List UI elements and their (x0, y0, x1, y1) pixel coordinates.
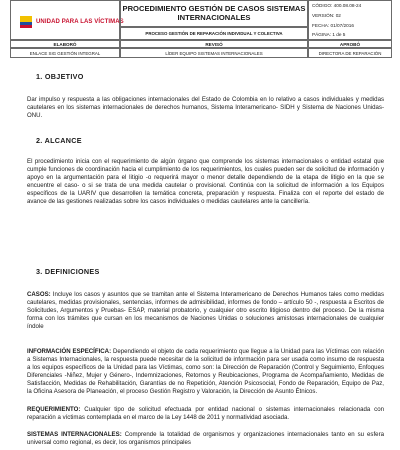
aprobo-header (308, 40, 392, 48)
pagina: PÁGINA: 1 de 5 (312, 32, 346, 37)
elaboro-label: ELABORÓ (53, 41, 77, 47)
elaboro-value: ENLACE SIG GESTIÓN INTEGRAL (29, 51, 101, 56)
definition-text: Dependiendo el objeto de cada requerimiento que llegue a la Unidad para las Víctimas con relación a Sistemas Internacionales, la respuesta puede necesitar de la solicitud de información para ser usada como insumo de respuesta a los equipos específicos de la Unidad para las Víctimas, como son: la Dirección de Reparación (Control y Seguimiento, Enfoques Diferenciales -Niñez, Mujer y Género-, Indemnizaciones, Retornos y Reubicaciones, Programa de Acompañamiento, Medidas de Satisfacción, Medidas de Rehabilitación, Garantías de no Repetición, Atención Psicosocial, Fondo de Reparación, Equipo de Paz, la Oficina Asesora de Planeación, el proceso Gestión Registro y Valoración, la Dirección de Asunto Étnicos. (27, 348, 384, 395)
definition-sistemas-internacionales (27, 431, 384, 447)
definition-text: Comprende la totalidad de organismos y organizaciones internacionales tanto en su esfera universal como regional, es decir, los organismos principales (27, 431, 384, 446)
reviso-value-cell (120, 48, 308, 58)
aprobo-label: APROBÓ (339, 41, 361, 47)
definition-term: REQUERIMIENTO: (27, 406, 81, 413)
subtitle-cell (120, 27, 308, 40)
logo-cell (10, 0, 124, 40)
section-alcance-title: 2. ALCANCE (36, 136, 82, 145)
logo (19, 15, 124, 29)
section-definiciones-title: 3. DEFINICIONES (36, 267, 100, 276)
section-alcance-text: El procedimiento inicia con el requerimiento de algún órgano que comprende los sistemas internacionales o entidad estatal que cumple funciones de coordinación hacia el cumplimiento de los requerimientos, los cuales pueden ser de solicitud de información y apoyo en la argumentación para el litigio -o requerirá mayor o menor detalle dependiendo de la etapa de litigio en la que se encuentre el caso- o si se trata de una medida cautelar o provisional. Continúa con la solicitud de información a los Equipos específicos de la UARIV que desarrollen la temática concreta, preparación y respuesta. Finaliza con el reporte del estado de avance de las gestiones realizadas sobre los casos individuales o medidas cautelares ante la cancillería. (27, 158, 384, 205)
definition-informacion-especifica (27, 348, 384, 396)
logo-text: UNIDAD PARA LAS VÍCTIMAS (36, 19, 124, 25)
definition-text: Cualquier tipo de solicitud efectuada por entidad nacional o sistemas internacionales relacionada con reparación a víctimas contemplada en el marco de la Ley 1448 de 2011 y normatividad asociada. (27, 406, 384, 421)
codigo: CÓDIGO: 400.08.08-24 (312, 3, 362, 8)
reviso-value: LÍDER EQUIPO SISTEMAS INTERNACIONALES (165, 51, 263, 56)
elaboro-value-cell (10, 48, 120, 58)
definition-requerimiento (27, 406, 384, 422)
aprobo-value: DIRECTORA DE REPARACIÓN (318, 51, 382, 56)
title-cell (120, 0, 308, 27)
section-objetivo-title: 1. OBJETIVO (36, 72, 84, 81)
version: VERSIÓN: 02 (312, 13, 341, 18)
aprobo-value-cell (308, 48, 392, 58)
definition-text: Incluye los casos y asuntos que se tramitan ante el Sistema Interamericano de Derechos Humanos tales como medidas cautelares, medidas provisionales, sentencias, informes de admisibilidad, informes de fondo – artículo 50 -, respuesta a Escritos de Solicitudes, Argumentos y Pruebas- ESAP, material probatorio, y cualquier otro escrito litigioso dentro del proceso. De la misma forma con los trámites que cursan en los mecanismos de Naciones Unidas o soluciones amistosas internacionales de cualquier índole (27, 291, 384, 330)
definition-term: CASOS: (27, 291, 51, 298)
meta-cell (308, 0, 392, 40)
definition-term: INFORMACIÓN ESPECÍFICA: (27, 348, 112, 355)
colombia-flag-logo-icon (19, 15, 33, 29)
elaboro-header (10, 40, 120, 48)
document-title: PROCEDIMIENTO GESTIÓN DE CASOS SISTEMAS INTERNACIONALES (122, 4, 306, 22)
reviso-header (120, 40, 308, 48)
definition-term: SISTEMAS INTERNACIONALES: (27, 431, 122, 438)
document-header (10, 0, 392, 62)
section-objetivo-text: Dar impulso y respuesta a las obligaciones internacionales del Estado de Colombia en lo relativo a casos individuales y medidas cautelares en los sistemas internacionales de derechos humanos, Sistema Interamericano- SIDH y Sistema de Naciones Unidas-ONU. (27, 96, 384, 119)
reviso-label: REVISÓ (205, 41, 223, 47)
definition-casos (27, 291, 384, 331)
fecha: FECHA: 01/07/2016 (312, 23, 354, 28)
document-subtitle: PROCESO GESTIÓN DE REPARACIÓN INDIVIDUAL Y COLECTIVA (145, 31, 283, 36)
